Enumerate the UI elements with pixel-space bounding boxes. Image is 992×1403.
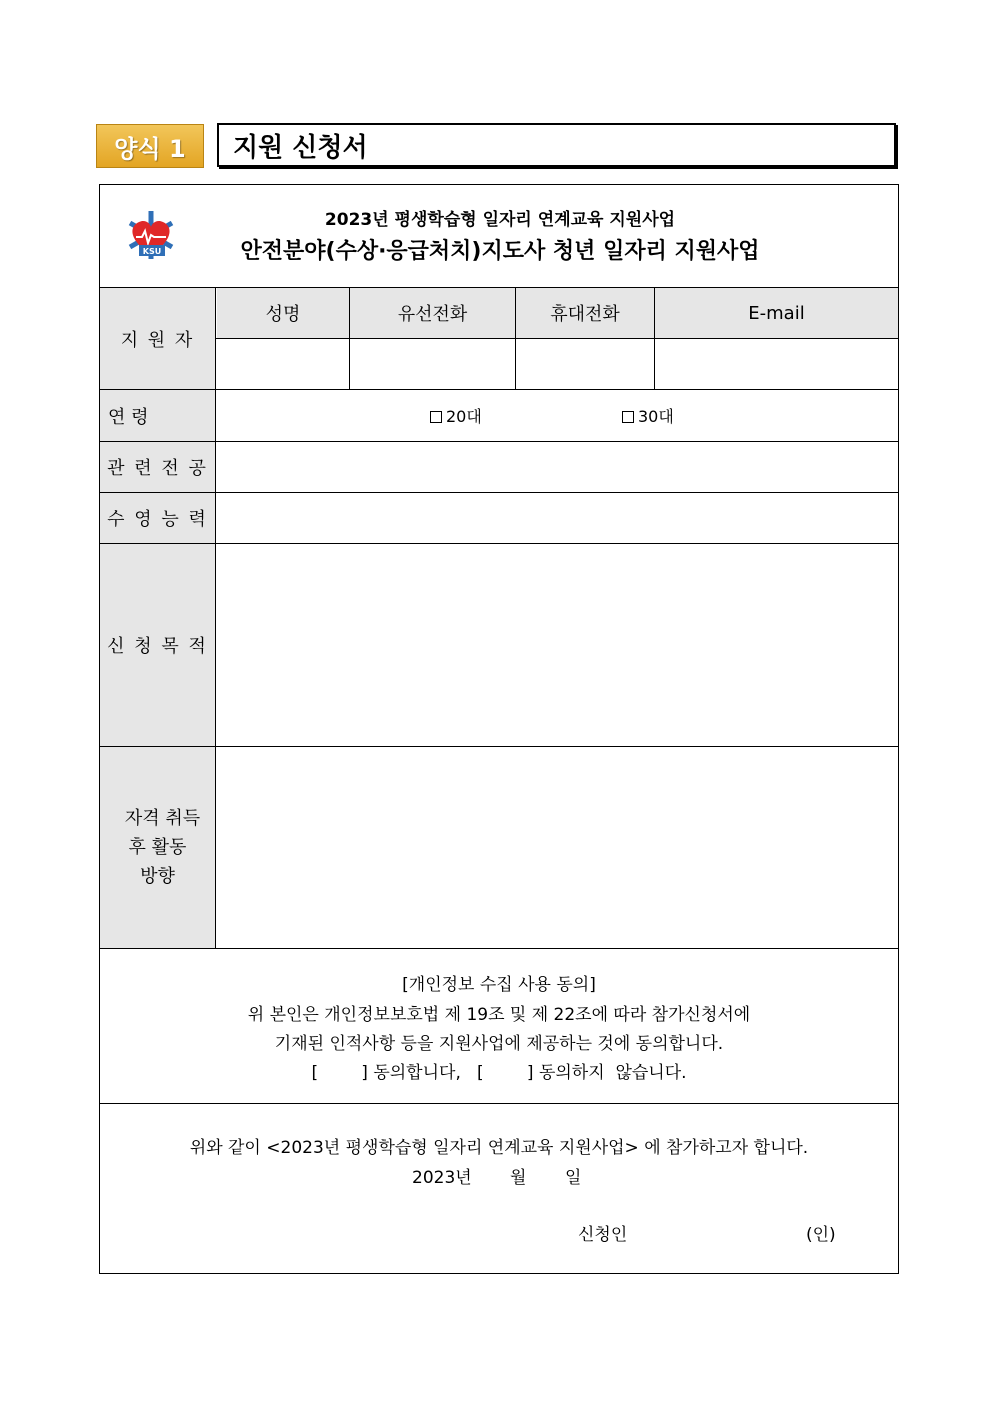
consent-choice[interactable]: [ ] 동의합니다, [ ] 동의하지 않습니다.: [311, 1063, 687, 1083]
landline-field[interactable]: [350, 339, 515, 389]
program-title: 안전분야(수상·응급처치)지도사 청년 일자리 지원사업: [240, 239, 760, 264]
consent-text-line: 기재된 인적사항 등을 지원사업에 제공하는 것에 동의합니다.: [274, 1034, 724, 1054]
column-email: E-mail: [655, 288, 898, 338]
applicant-label: 지 원 자: [100, 288, 215, 389]
plan-label: [100, 747, 215, 948]
age-option-label: 20대: [446, 407, 482, 426]
closing-statement: 위와 같이 <2023년 평생학습형 일자리 연계교육 지원사업> 에 참가하고자 합니다.: [189, 1138, 809, 1158]
date-year: 2023년: [412, 1168, 472, 1188]
age-option-20s[interactable]: [430, 404, 482, 427]
plan-label-line: 후 활동: [128, 837, 187, 858]
logo-text: KSU: [142, 247, 162, 256]
swimming-label: 수 영 능 력: [100, 493, 215, 543]
plan-field[interactable]: [217, 747, 898, 948]
date-month: 월: [510, 1168, 527, 1188]
plan-label-line: 자격 취득: [124, 808, 201, 829]
swimming-field[interactable]: [217, 493, 898, 543]
purpose-field[interactable]: [217, 544, 898, 746]
consent-heading: [개인정보 수집 사용 동의]: [402, 975, 596, 995]
seal-mark: (인): [806, 1225, 836, 1245]
age-label: 연 령: [100, 390, 215, 441]
consent-text-line: 위 본인은 개인정보보호법 제 19조 및 제 22조에 따라 참가신청서에: [247, 1005, 751, 1025]
form-title: 지원 신청서: [217, 123, 896, 167]
purpose-label: 신 청 목 적: [100, 544, 215, 746]
major-field[interactable]: [217, 442, 898, 492]
form-number-tag: 양식 1: [96, 124, 204, 168]
ksu-logo: [120, 207, 182, 263]
age-option-30s[interactable]: [622, 404, 674, 427]
column-landline: 유선전화: [350, 288, 515, 338]
checkbox-icon[interactable]: [622, 411, 634, 423]
age-option-label: 30대: [638, 407, 674, 426]
mobile-field[interactable]: [516, 339, 654, 389]
date-day: 일: [565, 1168, 582, 1188]
plan-label-line: 방향: [140, 866, 175, 887]
checkbox-icon[interactable]: [430, 411, 442, 423]
program-subtitle: 2023년 평생학습형 일자리 연계교육 지원사업: [324, 210, 676, 230]
major-label: 관 련 전 공: [100, 442, 215, 492]
column-mobile: 휴대전화: [516, 288, 654, 338]
applicant-signature-label: 신청인: [578, 1225, 628, 1245]
name-field[interactable]: [217, 339, 349, 389]
email-field[interactable]: [655, 339, 898, 389]
column-name: 성명: [217, 288, 349, 338]
